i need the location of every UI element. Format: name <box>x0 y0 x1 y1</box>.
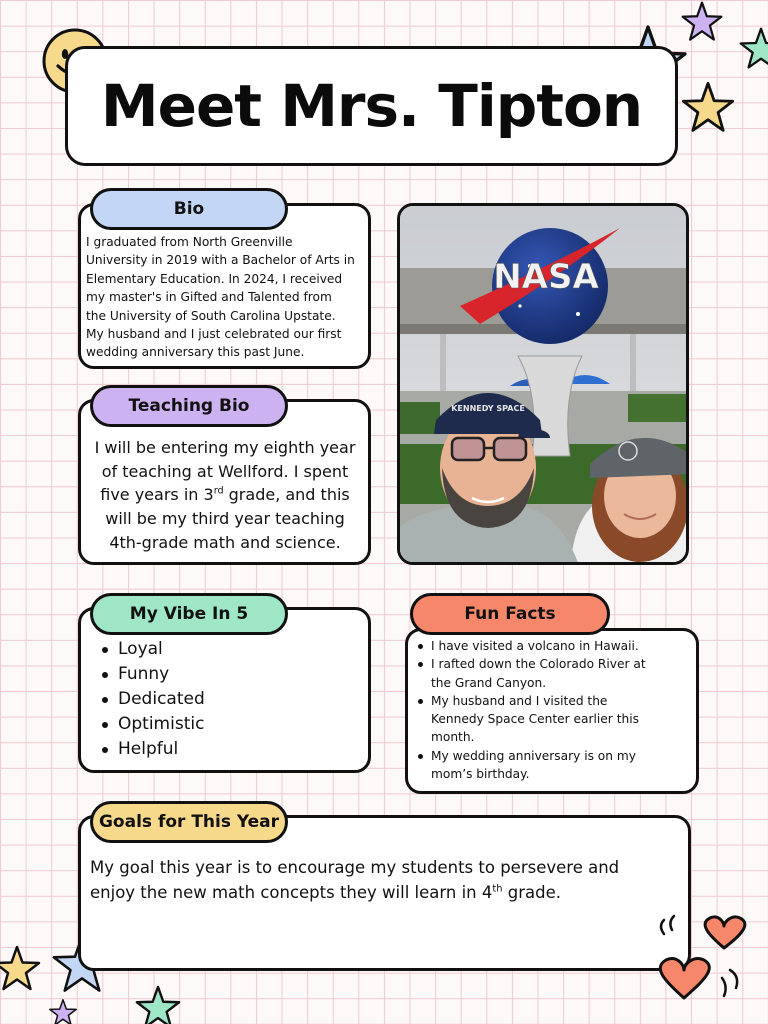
fun-facts-label: Fun Facts <box>410 593 610 635</box>
bio-line: the University of South Carolina Upstate. <box>86 308 336 323</box>
cap-text: KENNEDY SPACE <box>451 404 525 413</box>
title-banner <box>65 46 678 166</box>
goals-line: My goal this year is to encourage my students to persevere and <box>90 858 620 877</box>
bio-line: my master's in Gifted and Talented from <box>86 290 332 305</box>
bio-line: I graduated from North Greenville <box>86 235 293 249</box>
list-item: I rafted down the Colorado River at the Grand Canyon. <box>416 655 692 692</box>
purple-star-icon <box>40 998 86 1024</box>
yellow-star-icon <box>680 80 736 136</box>
teaching-line: five years in 3rd grade, and this <box>100 485 350 505</box>
teaching-line: will be my third year teaching <box>105 509 345 529</box>
list-item: Helpful <box>100 737 205 762</box>
goals-line: enjoy the new math concepts they will learn in 4th grade. <box>90 882 561 902</box>
vibe-label: My Vibe In 5 <box>90 593 288 635</box>
hearts-icon <box>650 912 756 1004</box>
list-item: Loyal <box>100 637 205 662</box>
teaching-bio-label: Teaching Bio <box>90 385 288 427</box>
bio-line: wedding anniversary this past June. <box>86 345 305 360</box>
goals-label: Goals for This Year <box>90 801 288 843</box>
fun-facts-list <box>416 637 692 783</box>
teaching-line: 4th-grade math and science. <box>109 532 341 552</box>
bio-line: My husband and I just celebrated our first <box>86 327 342 342</box>
green-star-icon <box>130 984 186 1024</box>
bio-label: Bio <box>90 188 288 230</box>
photo-illustration <box>400 206 689 565</box>
profile-photo <box>397 203 689 565</box>
list-item: I have visited a volcano in Hawaii. <box>416 637 692 655</box>
bio-line: University in 2019 with a Bachelor of Arts in <box>86 253 355 268</box>
vibe-list <box>100 637 205 762</box>
green-star-icon <box>738 20 768 78</box>
yellow-star-icon <box>0 940 42 998</box>
teaching-line: of teaching at Wellford. I spent <box>101 461 349 481</box>
list-item: Optimistic <box>100 712 205 737</box>
page-title: Meet Mrs. Tipton <box>100 72 643 140</box>
teaching-bio-text <box>82 436 368 555</box>
teaching-line: I will be entering my eighth year <box>94 438 356 457</box>
nasa-sign-text: NASA <box>493 257 599 297</box>
bio-line: Elementary Education. In 2024, I received <box>86 271 343 286</box>
list-item: Funny <box>100 662 205 687</box>
list-item: Dedicated <box>100 687 205 712</box>
goals-text <box>90 856 680 905</box>
purple-star-icon <box>676 0 728 44</box>
list-item: My husband and I visited the Kennedy Space Center earlier this month. <box>416 692 692 747</box>
list-item: My wedding anniversary is on my mom’s birthday. <box>416 747 692 784</box>
bio-text <box>86 233 366 362</box>
